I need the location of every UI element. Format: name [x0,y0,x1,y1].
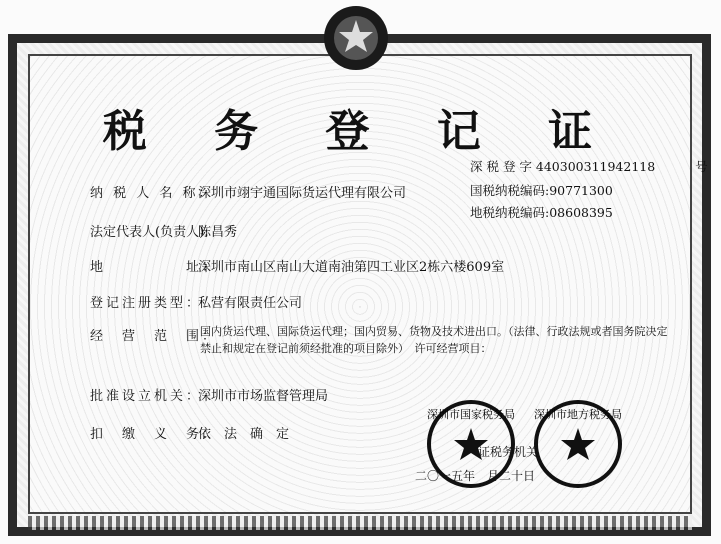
field-label: 经 营 范 围： [90,329,219,344]
field-label: 法定代表人(负责人): [90,225,209,240]
bottom-ornament-band [28,516,692,530]
certificate-number-label: 深 税 登 字 [470,159,532,174]
field-value: 私营有限责任公司 [198,296,303,311]
issuing-authority-text: 证税务机关 [478,445,539,459]
field-row-registration-type [90,292,302,311]
field-label: 登记注册类型： [90,296,203,311]
national-tax-label: 国税纳税编码: [470,183,550,198]
field-label: 地 址： [90,260,219,275]
field-value: 深圳市南山区南山大道南油第四工业区2栋六楼609室 [198,260,505,275]
seal-right-text: 深圳市地方税务局 [534,408,622,421]
certificate-number-suffix: 号 [695,159,708,174]
field-value: 深圳市市场监督管理局 [198,389,329,404]
field-row-legal-rep [90,221,237,240]
field-label: 批准设立机关： [90,389,203,404]
seal-left-text: 深圳市国家税务局 [427,408,515,421]
field-label: 纳 税 人 名 称： [90,186,215,201]
field-row-taxpayer-name [90,182,406,201]
field-value: 陈昌秀 [198,225,238,240]
field-row-approval-authority [90,385,328,404]
field-row-business-scope [90,325,219,344]
certificate-number-value: 440300311942118 [535,159,656,174]
certificate-title: 税 务 登 记 证 [102,106,619,157]
national-tax-value: 90771300 [549,183,613,198]
certificate-number [470,157,708,175]
field-value: 深圳市翊宇通国际货运代理有限公司 [198,186,407,201]
national-emblem-icon [318,2,394,72]
field-label: 扣 缴 义 务： [90,427,219,442]
business-scope-text: 国内货运代理、国际货运代理；国内贸易、货物及技术进出口。（法律、行政法规或者国务院决定禁止和规定在登记前须经批准的项目除外） 许可经营项目： [200,325,668,355]
national-tax-code [470,181,613,199]
local-tax-code [470,203,613,221]
local-tax-seal-icon [532,398,624,490]
local-tax-label: 地税纳税编码: [470,205,550,220]
local-tax-value: 08608395 [549,205,613,220]
issue-date: 二〇一五年 月二十日 [415,469,536,483]
field-row-address [90,256,504,275]
field-row-withholding [90,423,289,442]
field-value: 依 法 确 定 [198,427,290,442]
